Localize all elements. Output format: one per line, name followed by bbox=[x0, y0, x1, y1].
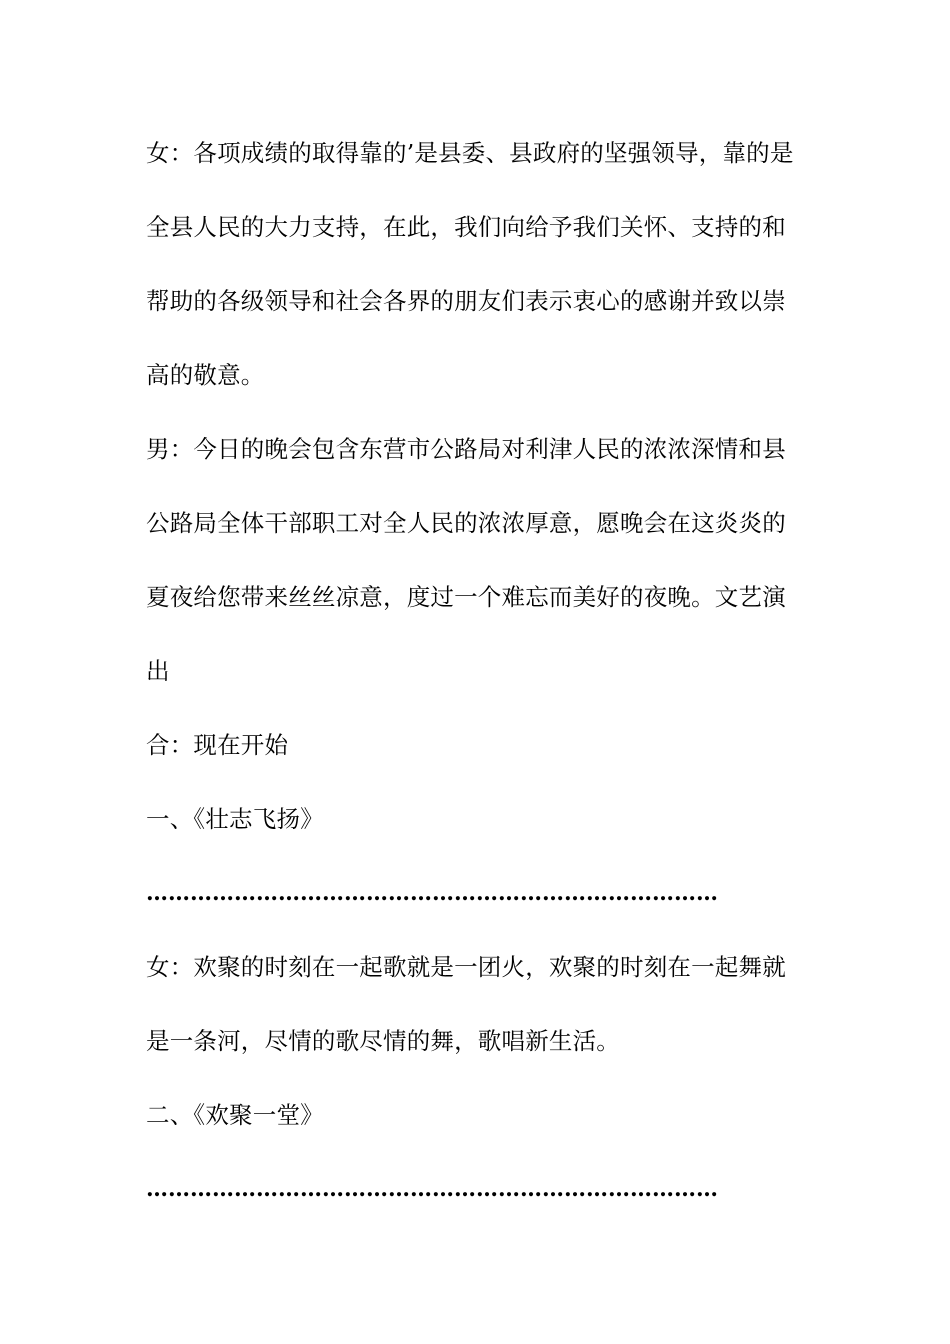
paragraph-line: 公路局全体干部职工对全人民的浓浓厚意，愿晚会在这炎炎的 bbox=[146, 509, 786, 537]
paragraph-line: 高的敬意。 bbox=[146, 361, 265, 389]
dotted-separator: …………………………………………………………………… bbox=[146, 1176, 718, 1202]
section-heading: 一、《壮志飞扬》 bbox=[146, 805, 324, 833]
paragraph-line: 夏夜给您带来丝丝凉意，度过一个难忘而美好的夜晚。文艺演 bbox=[146, 583, 786, 611]
section-heading: 二、《欢聚一堂》 bbox=[146, 1101, 324, 1129]
paragraph-line: 女：各项成绩的取得靠的’是县委、县政府的坚强领导，靠的是 bbox=[146, 139, 794, 167]
paragraph-line: 男：今日的晚会包含东营市公路局对利津人民的浓浓深情和县 bbox=[146, 435, 786, 463]
paragraph-line: 出 bbox=[146, 657, 170, 685]
paragraph-line: 女：欢聚的时刻在一起歌就是一团火，欢聚的时刻在一起舞就 bbox=[146, 953, 786, 981]
paragraph-line: 全县人民的大力支持，在此，我们向给予我们关怀、支持的和 bbox=[146, 213, 786, 241]
paragraph-line: 合：现在开始 bbox=[146, 731, 289, 759]
paragraph-line: 是一条河，尽情的歌尽情的舞，歌唱新生活。 bbox=[146, 1027, 620, 1055]
dotted-separator: …………………………………………………………………… bbox=[146, 880, 718, 906]
document-body bbox=[146, 116, 810, 1226]
paragraph-line: 帮助的各级领导和社会各界的朋友们表示衷心的感谢并致以崇 bbox=[146, 287, 786, 315]
